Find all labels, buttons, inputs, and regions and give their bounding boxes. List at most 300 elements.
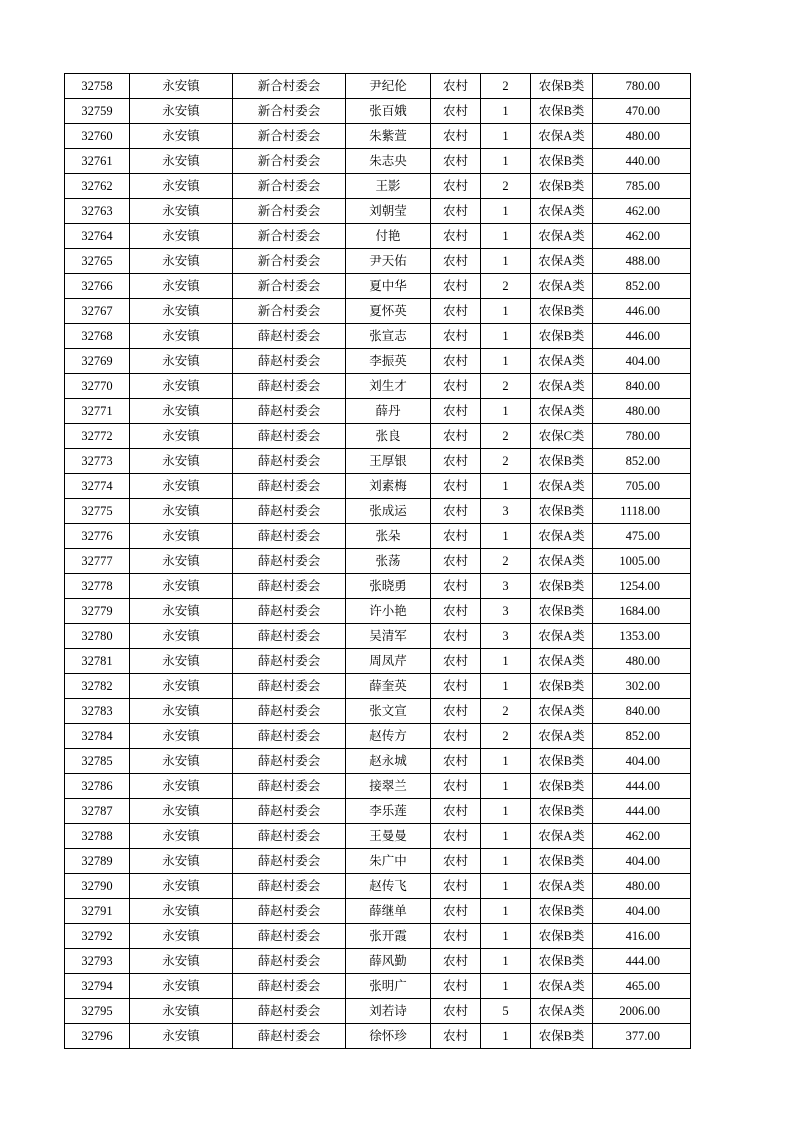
cell-person-count: 1 [481, 474, 531, 499]
cell-village: 薛赵村委会 [233, 524, 346, 549]
cell-amount: 480.00 [593, 399, 691, 424]
cell-village: 新合村委会 [233, 99, 346, 124]
cell-village: 新合村委会 [233, 249, 346, 274]
cell-person-count: 2 [481, 549, 531, 574]
cell-household-type: 农村 [431, 649, 481, 674]
cell-insurance-category: 农保B类 [531, 149, 593, 174]
cell-town: 永安镇 [130, 899, 233, 924]
cell-household-type: 农村 [431, 749, 481, 774]
cell-amount: 377.00 [593, 1024, 691, 1049]
cell-household-type: 农村 [431, 774, 481, 799]
cell-person-name: 刘若诗 [346, 999, 431, 1024]
cell-person-count: 1 [481, 349, 531, 374]
cell-household-type: 农村 [431, 249, 481, 274]
cell-town: 永安镇 [130, 349, 233, 374]
cell-insurance-category: 农保B类 [531, 174, 593, 199]
cell-town: 永安镇 [130, 99, 233, 124]
cell-id: 32790 [65, 874, 130, 899]
cell-insurance-category: 农保B类 [531, 749, 593, 774]
cell-town: 永安镇 [130, 399, 233, 424]
cell-person-count: 1 [481, 224, 531, 249]
cell-town: 永安镇 [130, 824, 233, 849]
cell-village: 薛赵村委会 [233, 449, 346, 474]
cell-amount: 705.00 [593, 474, 691, 499]
cell-household-type: 农村 [431, 174, 481, 199]
table-row [65, 124, 691, 149]
cell-id: 32793 [65, 949, 130, 974]
cell-person-name: 薛继单 [346, 899, 431, 924]
cell-town: 永安镇 [130, 74, 233, 99]
cell-person-name: 周凤芹 [346, 649, 431, 674]
table-row [65, 324, 691, 349]
cell-town: 永安镇 [130, 699, 233, 724]
cell-id: 32782 [65, 674, 130, 699]
cell-insurance-category: 农保A类 [531, 649, 593, 674]
cell-town: 永安镇 [130, 424, 233, 449]
cell-amount: 465.00 [593, 974, 691, 999]
cell-person-name: 张荡 [346, 549, 431, 574]
cell-person-name: 夏中华 [346, 274, 431, 299]
cell-amount: 444.00 [593, 774, 691, 799]
cell-amount: 852.00 [593, 274, 691, 299]
cell-person-name: 朱广中 [346, 849, 431, 874]
cell-town: 永安镇 [130, 974, 233, 999]
cell-town: 永安镇 [130, 174, 233, 199]
cell-village: 薛赵村委会 [233, 649, 346, 674]
cell-village: 薛赵村委会 [233, 799, 346, 824]
cell-village: 新合村委会 [233, 174, 346, 199]
cell-village: 薛赵村委会 [233, 474, 346, 499]
cell-id: 32761 [65, 149, 130, 174]
cell-id: 32778 [65, 574, 130, 599]
cell-town: 永安镇 [130, 774, 233, 799]
table-row [65, 199, 691, 224]
table-row [65, 949, 691, 974]
cell-village: 新合村委会 [233, 149, 346, 174]
table-row [65, 249, 691, 274]
cell-person-name: 刘生才 [346, 374, 431, 399]
cell-person-count: 1 [481, 949, 531, 974]
cell-amount: 480.00 [593, 874, 691, 899]
cell-id: 32779 [65, 599, 130, 624]
cell-town: 永安镇 [130, 249, 233, 274]
cell-person-count: 1 [481, 199, 531, 224]
cell-insurance-category: 农保A类 [531, 274, 593, 299]
cell-person-name: 张晓勇 [346, 574, 431, 599]
cell-id: 32765 [65, 249, 130, 274]
cell-village: 新合村委会 [233, 124, 346, 149]
cell-id: 32784 [65, 724, 130, 749]
cell-id: 32772 [65, 424, 130, 449]
cell-village: 薛赵村委会 [233, 349, 346, 374]
cell-person-name: 许小艳 [346, 599, 431, 624]
cell-town: 永安镇 [130, 799, 233, 824]
cell-amount: 480.00 [593, 124, 691, 149]
cell-person-name: 赵传方 [346, 724, 431, 749]
cell-id: 32789 [65, 849, 130, 874]
cell-village: 薛赵村委会 [233, 849, 346, 874]
cell-person-count: 1 [481, 774, 531, 799]
table-row [65, 824, 691, 849]
cell-person-count: 2 [481, 174, 531, 199]
cell-household-type: 农村 [431, 574, 481, 599]
cell-insurance-category: 农保B类 [531, 674, 593, 699]
cell-insurance-category: 农保A类 [531, 724, 593, 749]
table-body [65, 74, 691, 1049]
cell-person-name: 接翠兰 [346, 774, 431, 799]
cell-id: 32769 [65, 349, 130, 374]
cell-person-name: 薛丹 [346, 399, 431, 424]
cell-town: 永安镇 [130, 274, 233, 299]
cell-insurance-category: 农保B类 [531, 899, 593, 924]
cell-insurance-category: 农保A类 [531, 224, 593, 249]
cell-village: 薛赵村委会 [233, 774, 346, 799]
cell-amount: 302.00 [593, 674, 691, 699]
table-row [65, 699, 691, 724]
cell-person-count: 2 [481, 424, 531, 449]
cell-amount: 404.00 [593, 749, 691, 774]
table-row [65, 799, 691, 824]
cell-id: 32773 [65, 449, 130, 474]
table-row [65, 174, 691, 199]
cell-insurance-category: 农保B类 [531, 99, 593, 124]
cell-id: 32770 [65, 374, 130, 399]
cell-person-name: 薛风勤 [346, 949, 431, 974]
cell-amount: 852.00 [593, 724, 691, 749]
cell-household-type: 农村 [431, 624, 481, 649]
cell-id: 32760 [65, 124, 130, 149]
table-row [65, 299, 691, 324]
cell-person-name: 薛奎英 [346, 674, 431, 699]
cell-town: 永安镇 [130, 599, 233, 624]
cell-household-type: 农村 [431, 999, 481, 1024]
cell-insurance-category: 农保B类 [531, 1024, 593, 1049]
cell-person-count: 2 [481, 724, 531, 749]
cell-amount: 462.00 [593, 824, 691, 849]
cell-household-type: 农村 [431, 124, 481, 149]
cell-id: 32774 [65, 474, 130, 499]
cell-amount: 475.00 [593, 524, 691, 549]
cell-amount: 785.00 [593, 174, 691, 199]
cell-village: 薛赵村委会 [233, 724, 346, 749]
cell-town: 永安镇 [130, 449, 233, 474]
cell-person-count: 1 [481, 149, 531, 174]
cell-amount: 444.00 [593, 799, 691, 824]
cell-insurance-category: 农保B类 [531, 449, 593, 474]
cell-insurance-category: 农保A类 [531, 249, 593, 274]
cell-insurance-category: 农保B类 [531, 949, 593, 974]
cell-person-name: 赵传飞 [346, 874, 431, 899]
cell-person-name: 王曼曼 [346, 824, 431, 849]
cell-village: 薛赵村委会 [233, 424, 346, 449]
cell-village: 薛赵村委会 [233, 924, 346, 949]
cell-person-count: 1 [481, 899, 531, 924]
cell-village: 薛赵村委会 [233, 324, 346, 349]
table-row [65, 449, 691, 474]
cell-insurance-category: 农保B类 [531, 924, 593, 949]
cell-id: 32758 [65, 74, 130, 99]
cell-amount: 1254.00 [593, 574, 691, 599]
cell-amount: 470.00 [593, 99, 691, 124]
cell-person-name: 尹纪伦 [346, 74, 431, 99]
cell-person-name: 李乐莲 [346, 799, 431, 824]
cell-person-count: 1 [481, 924, 531, 949]
cell-id: 32775 [65, 499, 130, 524]
cell-person-count: 1 [481, 849, 531, 874]
cell-person-name: 刘朝莹 [346, 199, 431, 224]
cell-id: 32788 [65, 824, 130, 849]
cell-village: 新合村委会 [233, 274, 346, 299]
cell-household-type: 农村 [431, 874, 481, 899]
cell-town: 永安镇 [130, 524, 233, 549]
cell-person-count: 1 [481, 249, 531, 274]
cell-person-name: 张开霞 [346, 924, 431, 949]
cell-person-count: 2 [481, 449, 531, 474]
cell-household-type: 农村 [431, 824, 481, 849]
cell-person-count: 1 [481, 674, 531, 699]
cell-amount: 462.00 [593, 199, 691, 224]
cell-town: 永安镇 [130, 874, 233, 899]
cell-household-type: 农村 [431, 274, 481, 299]
table-row [65, 99, 691, 124]
cell-household-type: 农村 [431, 99, 481, 124]
cell-person-count: 2 [481, 274, 531, 299]
cell-person-count: 1 [481, 974, 531, 999]
cell-id: 32759 [65, 99, 130, 124]
cell-person-count: 1 [481, 649, 531, 674]
cell-person-count: 2 [481, 74, 531, 99]
cell-person-count: 1 [481, 1024, 531, 1049]
cell-village: 薛赵村委会 [233, 574, 346, 599]
cell-insurance-category: 农保A类 [531, 399, 593, 424]
cell-person-count: 5 [481, 999, 531, 1024]
table-row [65, 549, 691, 574]
cell-insurance-category: 农保A类 [531, 474, 593, 499]
table-row [65, 349, 691, 374]
cell-person-name: 张百娥 [346, 99, 431, 124]
cell-amount: 462.00 [593, 224, 691, 249]
cell-person-name: 张朵 [346, 524, 431, 549]
cell-household-type: 农村 [431, 924, 481, 949]
cell-household-type: 农村 [431, 324, 481, 349]
cell-town: 永安镇 [130, 199, 233, 224]
cell-insurance-category: 农保A类 [531, 974, 593, 999]
cell-village: 薛赵村委会 [233, 1024, 346, 1049]
cell-person-count: 1 [481, 749, 531, 774]
table-row [65, 899, 691, 924]
cell-insurance-category: 农保A类 [531, 199, 593, 224]
cell-insurance-category: 农保B类 [531, 774, 593, 799]
cell-person-count: 3 [481, 499, 531, 524]
cell-town: 永安镇 [130, 749, 233, 774]
cell-person-count: 1 [481, 874, 531, 899]
cell-id: 32766 [65, 274, 130, 299]
cell-person-name: 刘素梅 [346, 474, 431, 499]
cell-town: 永安镇 [130, 499, 233, 524]
cell-town: 永安镇 [130, 224, 233, 249]
cell-id: 32794 [65, 974, 130, 999]
cell-town: 永安镇 [130, 549, 233, 574]
cell-insurance-category: 农保B类 [531, 799, 593, 824]
cell-amount: 444.00 [593, 949, 691, 974]
cell-household-type: 农村 [431, 224, 481, 249]
cell-village: 薛赵村委会 [233, 899, 346, 924]
cell-town: 永安镇 [130, 124, 233, 149]
cell-id: 32783 [65, 699, 130, 724]
cell-village: 薛赵村委会 [233, 699, 346, 724]
cell-insurance-category: 农保A类 [531, 999, 593, 1024]
cell-person-count: 1 [481, 299, 531, 324]
cell-village: 薛赵村委会 [233, 674, 346, 699]
cell-person-count: 2 [481, 699, 531, 724]
cell-town: 永安镇 [130, 999, 233, 1024]
cell-person-count: 1 [481, 799, 531, 824]
cell-amount: 1118.00 [593, 499, 691, 524]
cell-id: 32781 [65, 649, 130, 674]
cell-town: 永安镇 [130, 949, 233, 974]
cell-insurance-category: 农保A类 [531, 624, 593, 649]
cell-person-name: 付艳 [346, 224, 431, 249]
cell-amount: 1353.00 [593, 624, 691, 649]
cell-household-type: 农村 [431, 499, 481, 524]
cell-amount: 840.00 [593, 699, 691, 724]
cell-household-type: 农村 [431, 424, 481, 449]
cell-town: 永安镇 [130, 724, 233, 749]
table-row [65, 849, 691, 874]
cell-village: 薛赵村委会 [233, 624, 346, 649]
cell-town: 永安镇 [130, 849, 233, 874]
cell-person-count: 3 [481, 624, 531, 649]
cell-person-count: 1 [481, 524, 531, 549]
cell-amount: 404.00 [593, 899, 691, 924]
cell-village: 薛赵村委会 [233, 874, 346, 899]
cell-amount: 480.00 [593, 649, 691, 674]
cell-id: 32795 [65, 999, 130, 1024]
table-row [65, 399, 691, 424]
cell-household-type: 农村 [431, 549, 481, 574]
data-table [64, 73, 691, 1049]
cell-village: 薛赵村委会 [233, 949, 346, 974]
cell-insurance-category: 农保A类 [531, 349, 593, 374]
cell-id: 32763 [65, 199, 130, 224]
cell-town: 永安镇 [130, 474, 233, 499]
cell-insurance-category: 农保A类 [531, 374, 593, 399]
table-row [65, 974, 691, 999]
cell-town: 永安镇 [130, 924, 233, 949]
cell-household-type: 农村 [431, 674, 481, 699]
cell-id: 32764 [65, 224, 130, 249]
cell-id: 32796 [65, 1024, 130, 1049]
cell-person-name: 王影 [346, 174, 431, 199]
cell-id: 32785 [65, 749, 130, 774]
cell-village: 薛赵村委会 [233, 374, 346, 399]
table-row [65, 424, 691, 449]
table-row [65, 474, 691, 499]
table-row [65, 674, 691, 699]
cell-town: 永安镇 [130, 574, 233, 599]
table-row [65, 74, 691, 99]
cell-id: 32762 [65, 174, 130, 199]
table-row [65, 274, 691, 299]
cell-amount: 852.00 [593, 449, 691, 474]
cell-person-name: 吴清军 [346, 624, 431, 649]
cell-household-type: 农村 [431, 199, 481, 224]
table-row [65, 224, 691, 249]
cell-id: 32767 [65, 299, 130, 324]
cell-amount: 2006.00 [593, 999, 691, 1024]
cell-insurance-category: 农保B类 [531, 324, 593, 349]
cell-amount: 1005.00 [593, 549, 691, 574]
table-row [65, 149, 691, 174]
cell-id: 32786 [65, 774, 130, 799]
cell-town: 永安镇 [130, 624, 233, 649]
cell-id: 32780 [65, 624, 130, 649]
cell-amount: 404.00 [593, 349, 691, 374]
cell-person-name: 王厚银 [346, 449, 431, 474]
cell-household-type: 农村 [431, 449, 481, 474]
cell-household-type: 农村 [431, 724, 481, 749]
cell-town: 永安镇 [130, 1024, 233, 1049]
cell-household-type: 农村 [431, 374, 481, 399]
cell-village: 薛赵村委会 [233, 999, 346, 1024]
table-row [65, 1024, 691, 1049]
cell-town: 永安镇 [130, 674, 233, 699]
cell-person-name: 李振英 [346, 349, 431, 374]
cell-household-type: 农村 [431, 849, 481, 874]
cell-village: 薛赵村委会 [233, 599, 346, 624]
cell-insurance-category: 农保A类 [531, 549, 593, 574]
table-row [65, 999, 691, 1024]
cell-amount: 780.00 [593, 74, 691, 99]
cell-household-type: 农村 [431, 599, 481, 624]
cell-household-type: 农村 [431, 949, 481, 974]
cell-person-count: 1 [481, 399, 531, 424]
cell-id: 32768 [65, 324, 130, 349]
table-row [65, 574, 691, 599]
cell-person-count: 3 [481, 599, 531, 624]
cell-household-type: 农村 [431, 974, 481, 999]
cell-household-type: 农村 [431, 699, 481, 724]
cell-insurance-category: 农保B类 [531, 849, 593, 874]
cell-household-type: 农村 [431, 399, 481, 424]
cell-person-name: 赵永城 [346, 749, 431, 774]
cell-person-name: 张良 [346, 424, 431, 449]
cell-person-count: 3 [481, 574, 531, 599]
cell-person-count: 1 [481, 99, 531, 124]
cell-person-count: 1 [481, 324, 531, 349]
cell-person-count: 2 [481, 374, 531, 399]
cell-amount: 446.00 [593, 299, 691, 324]
cell-person-name: 夏怀英 [346, 299, 431, 324]
cell-village: 薛赵村委会 [233, 824, 346, 849]
cell-village: 薛赵村委会 [233, 399, 346, 424]
cell-person-name: 朱紫萱 [346, 124, 431, 149]
cell-amount: 780.00 [593, 424, 691, 449]
table-row [65, 749, 691, 774]
table-row [65, 624, 691, 649]
cell-insurance-category: 农保A类 [531, 524, 593, 549]
cell-village: 薛赵村委会 [233, 549, 346, 574]
cell-insurance-category: 农保C类 [531, 424, 593, 449]
cell-household-type: 农村 [431, 799, 481, 824]
cell-household-type: 农村 [431, 474, 481, 499]
cell-amount: 488.00 [593, 249, 691, 274]
cell-insurance-category: 农保A类 [531, 699, 593, 724]
table-row [65, 374, 691, 399]
cell-person-name: 尹天佑 [346, 249, 431, 274]
cell-insurance-category: 农保B类 [531, 74, 593, 99]
cell-amount: 1684.00 [593, 599, 691, 624]
